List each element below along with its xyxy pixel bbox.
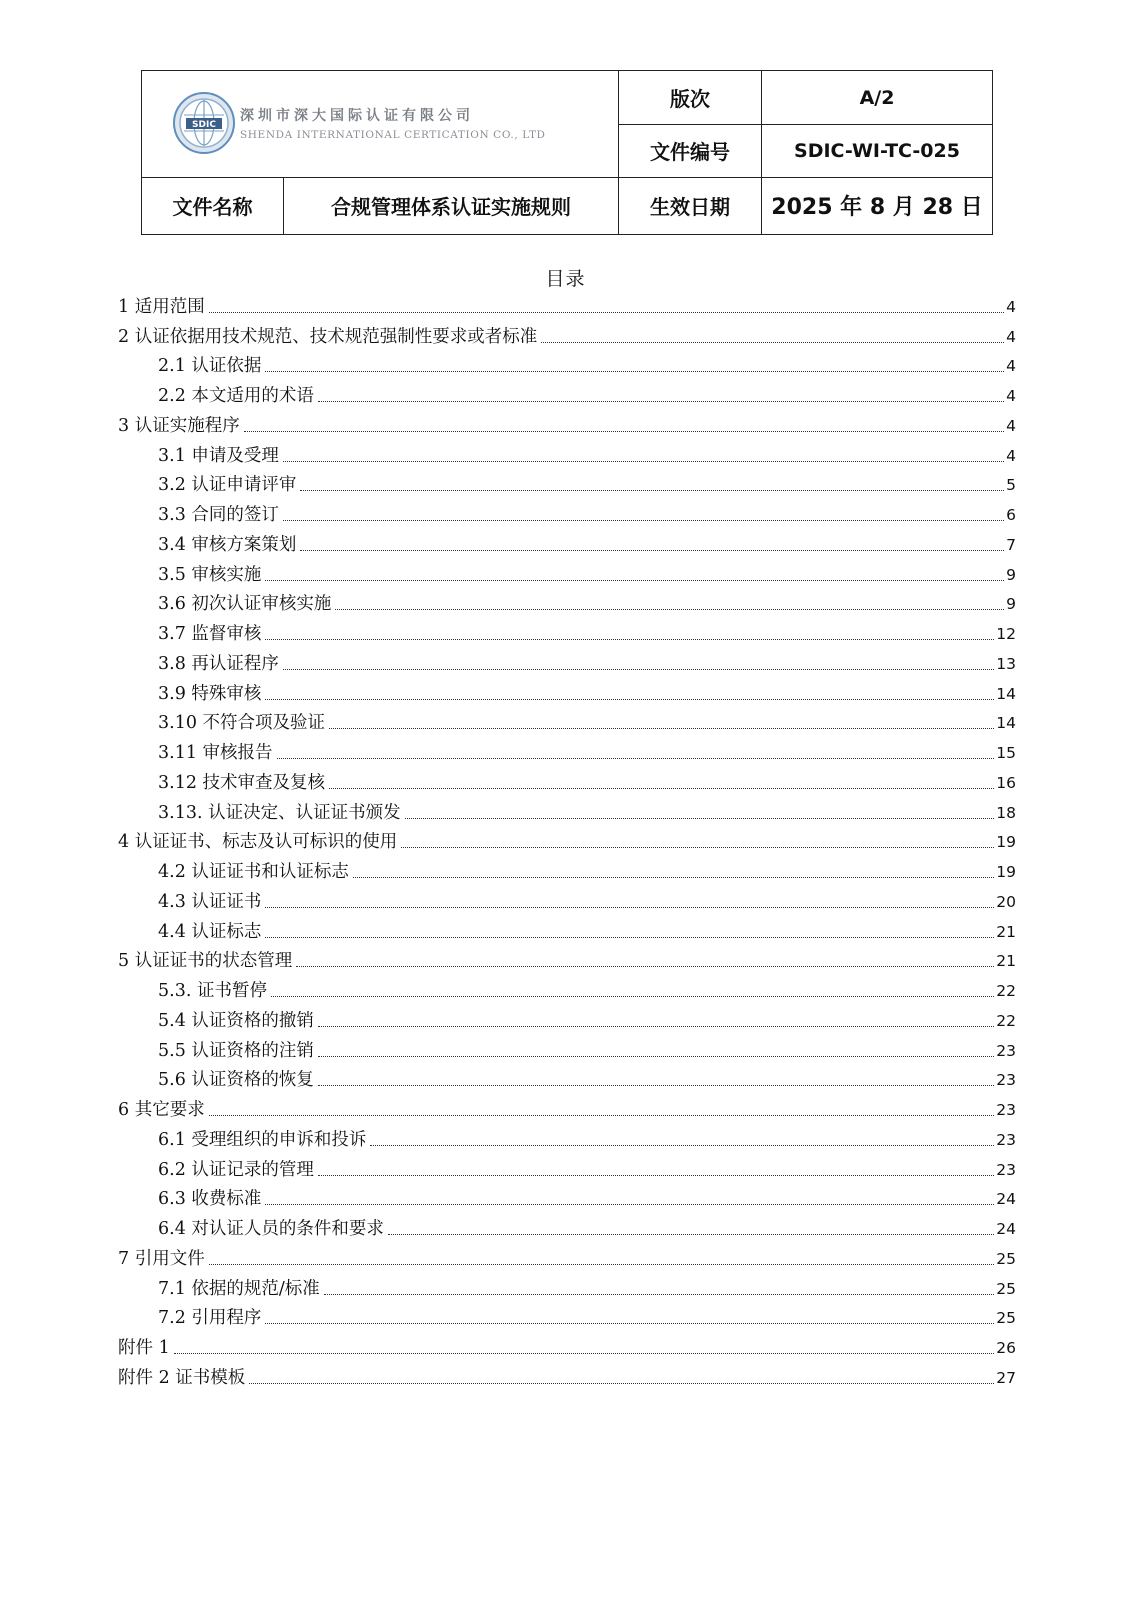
toc-dot-leader <box>265 1204 994 1205</box>
toc-entry-title: 5.5 认证资格的注销 <box>158 1040 314 1061</box>
toc-entry-page: 21 <box>996 952 1016 971</box>
toc-entry[interactable] <box>118 645 1016 675</box>
docno-value: SDIC-WI-TC-025 <box>762 125 993 177</box>
toc-dot-leader <box>300 490 1004 491</box>
toc-entry-page: 22 <box>996 982 1016 1000</box>
toc-entry-page: 7 <box>1006 535 1016 554</box>
toc-dot-leader <box>265 907 994 908</box>
version-label: 版次 <box>619 71 762 125</box>
toc-entry-page: 4 <box>1006 387 1016 405</box>
toc-dot-leader <box>209 312 1004 313</box>
toc-dot-leader <box>318 1026 994 1027</box>
toc-dot-leader <box>244 431 1004 432</box>
toc-entry-title: 3.13. 认证决定、认证证书颁发 <box>158 802 401 823</box>
toc-entry-title: 6.3 收费标准 <box>158 1189 262 1210</box>
toc-entry-page: 25 <box>996 1279 1016 1298</box>
toc-dot-leader <box>300 550 1004 551</box>
toc-entry[interactable] <box>118 1300 1016 1330</box>
toc-entry-title: 1 适用范围 <box>118 296 205 317</box>
toc-entry[interactable] <box>118 496 1016 526</box>
toc-entry-page: 20 <box>996 892 1016 911</box>
toc-dot-leader <box>296 966 994 967</box>
toc-entry[interactable] <box>118 1210 1016 1240</box>
toc-entry[interactable] <box>118 1002 1016 1032</box>
toc-entry-page: 14 <box>996 684 1016 703</box>
docname-label: 文件名称 <box>142 177 284 234</box>
toc-entry-page: 9 <box>1006 595 1016 614</box>
toc-entry-page: 9 <box>1006 565 1016 584</box>
toc-entry[interactable] <box>118 1240 1016 1270</box>
toc-entry-page: 23 <box>996 1130 1016 1149</box>
toc-entry-page: 22 <box>996 1011 1016 1030</box>
toc-entry-title: 7 引用文件 <box>118 1248 205 1269</box>
toc-dot-leader <box>329 788 994 789</box>
toc-dot-leader <box>249 1383 994 1384</box>
toc-entry-title: 3.6 初次认证审核实施 <box>158 594 332 615</box>
toc-entry[interactable] <box>118 318 1016 348</box>
toc-dot-leader <box>265 371 1004 372</box>
toc-entry-title: 2.1 认证依据 <box>158 356 262 377</box>
toc-dot-leader <box>265 937 994 938</box>
toc-entry[interactable] <box>118 764 1016 794</box>
toc-entry-title: 3.2 认证申请评审 <box>158 475 297 496</box>
toc-entry-page: 13 <box>996 654 1016 673</box>
toc-entry[interactable] <box>118 972 1016 1002</box>
toc-dot-leader <box>265 580 1004 581</box>
toc-entry-title: 2.2 本文适用的术语 <box>158 386 314 406</box>
toc-entry-page: 23 <box>996 1101 1016 1119</box>
toc-entry-page: 15 <box>996 744 1016 762</box>
toc-entry-page: 23 <box>996 1160 1016 1179</box>
toc-title: 目录 <box>545 268 586 290</box>
toc-entry-title: 5.3. 证书暂停 <box>158 981 267 1001</box>
toc-dot-leader <box>277 758 995 759</box>
toc-entry[interactable] <box>118 883 1016 913</box>
toc-entry-title: 5 认证证书的状态管理 <box>118 951 293 972</box>
toc-entry-title: 4.2 认证证书和认证标志 <box>158 862 349 882</box>
toc-list <box>118 288 1016 1389</box>
toc-entry[interactable] <box>118 943 1016 973</box>
toc-dot-leader <box>401 847 994 848</box>
toc-entry-title: 3.8 再认证程序 <box>158 653 279 674</box>
toc-entry[interactable] <box>118 377 1016 407</box>
toc-entry-title: 7.1 依据的规范/标准 <box>158 1278 320 1299</box>
toc-entry-title: 3 认证实施程序 <box>118 415 240 436</box>
toc-entry[interactable] <box>118 1181 1016 1211</box>
toc-dot-leader <box>329 728 994 729</box>
toc-dot-leader <box>265 1323 994 1324</box>
toc-entry[interactable] <box>118 824 1016 854</box>
toc-dot-leader <box>318 401 1004 402</box>
toc-dot-leader <box>318 1056 994 1057</box>
toc-entry[interactable] <box>118 1032 1016 1062</box>
toc-entry-page: 4 <box>1006 297 1016 316</box>
toc-entry[interactable] <box>118 348 1016 378</box>
toc-entry-title: 3.1 申请及受理 <box>158 445 279 466</box>
toc-entry-title: 附件 1 <box>118 1338 170 1358</box>
toc-dot-leader <box>353 877 994 878</box>
toc-entry[interactable] <box>118 1091 1016 1121</box>
toc-dot-leader <box>265 699 994 700</box>
toc-entry-page: 25 <box>996 1309 1016 1328</box>
toc-entry-title: 2 认证依据用技术规范、技术规范强制性要求或者标准 <box>118 326 538 347</box>
toc-dot-leader <box>174 1353 995 1354</box>
toc-dot-leader <box>324 1294 994 1295</box>
toc-entry-page: 4 <box>1006 416 1016 435</box>
toc-entry-title: 3.3 合同的签订 <box>158 505 279 525</box>
version-value: A/2 <box>762 71 993 125</box>
toc-entry-page: 27 <box>996 1368 1016 1387</box>
toc-dot-leader <box>335 609 1004 610</box>
toc-entry-title: 5.6 认证资格的恢复 <box>158 1070 314 1091</box>
toc-entry[interactable] <box>118 913 1016 943</box>
toc-dot-leader <box>388 1234 994 1235</box>
toc-entry[interactable] <box>118 1151 1016 1181</box>
toc-entry-title: 6.2 认证记录的管理 <box>158 1159 314 1180</box>
toc-dot-leader <box>283 669 994 670</box>
toc-dot-leader <box>209 1115 995 1116</box>
toc-dot-leader <box>265 639 994 640</box>
company-name-cn: 深圳市深大国际认证有限公司 <box>240 108 474 124</box>
docno-label: 文件编号 <box>619 125 762 177</box>
toc-entry-page: 23 <box>996 1041 1016 1060</box>
toc-entry-page: 6 <box>1006 506 1016 524</box>
logo-monogram: SDIC <box>192 120 216 130</box>
toc-entry[interactable] <box>118 853 1016 883</box>
effective-value: 2025 年 8 月 28 日 <box>762 177 993 234</box>
toc-entry-title: 6.1 受理组织的申诉和投诉 <box>158 1129 367 1150</box>
toc-entry[interactable] <box>118 1329 1016 1359</box>
toc-entry-title: 3.12 技术审查及复核 <box>158 772 326 793</box>
toc-dot-leader <box>405 818 995 819</box>
toc-entry-page: 14 <box>996 714 1016 733</box>
toc-entry[interactable] <box>118 467 1016 497</box>
toc-entry[interactable] <box>118 1359 1016 1389</box>
toc-entry-page: 5 <box>1006 476 1016 495</box>
company-logo <box>172 91 546 155</box>
toc-entry-page: 16 <box>996 773 1016 792</box>
toc-entry-page: 12 <box>996 625 1016 643</box>
toc-entry-title: 3.7 监督审核 <box>158 624 262 644</box>
toc-dot-leader <box>283 461 1004 462</box>
toc-entry[interactable] <box>118 526 1016 556</box>
toc-dot-leader <box>541 342 1004 343</box>
toc-entry[interactable] <box>118 586 1016 616</box>
toc-dot-leader <box>318 1175 994 1176</box>
toc-entry-title: 6 其它要求 <box>118 1100 205 1120</box>
toc-entry-page: 24 <box>996 1220 1016 1238</box>
toc-entry-title: 5.4 认证资格的撤销 <box>158 1010 314 1031</box>
company-name-en: SHENDA INTERNATIONAL CERTICATION CO., LTD <box>240 129 546 141</box>
toc-entry-page: 26 <box>996 1339 1016 1357</box>
toc-entry[interactable] <box>118 437 1016 467</box>
docname-value: 合规管理体系认证实施规则 <box>284 177 619 234</box>
toc-entry-page: 19 <box>996 833 1016 852</box>
toc-entry-page: 4 <box>1006 357 1016 376</box>
toc-dot-leader <box>318 1085 994 1086</box>
toc-entry-page: 4 <box>1006 446 1016 465</box>
toc-entry-title: 3.11 审核报告 <box>158 743 273 763</box>
toc-entry-page: 18 <box>996 803 1016 822</box>
toc-entry[interactable] <box>118 556 1016 586</box>
toc-entry-title: 3.5 审核实施 <box>158 564 262 585</box>
toc-entry-title: 7.2 引用程序 <box>158 1308 262 1329</box>
company-logo-cell <box>142 71 619 178</box>
toc-entry-page: 19 <box>996 863 1016 881</box>
toc-entry-title: 3.10 不符合项及验证 <box>158 713 326 734</box>
toc-entry[interactable] <box>118 1270 1016 1300</box>
toc-dot-leader <box>283 520 1004 521</box>
toc-dot-leader <box>370 1145 994 1146</box>
toc-entry-title: 4.4 认证标志 <box>158 921 262 942</box>
toc-entry-title: 4 认证证书、标志及认可标识的使用 <box>118 832 398 853</box>
toc-entry-page: 25 <box>996 1249 1016 1268</box>
toc-entry[interactable] <box>118 705 1016 735</box>
toc-entry-title: 3.9 特殊审核 <box>158 683 262 704</box>
document-header-table <box>141 70 993 235</box>
toc-entry[interactable] <box>118 794 1016 824</box>
toc-entry[interactable] <box>118 615 1016 645</box>
toc-entry[interactable] <box>118 407 1016 437</box>
toc-entry-title: 3.4 审核方案策划 <box>158 534 297 555</box>
toc-entry[interactable] <box>118 1062 1016 1092</box>
toc-entry-page: 23 <box>996 1071 1016 1090</box>
toc-entry[interactable] <box>118 734 1016 764</box>
toc-entry-page: 4 <box>1006 327 1016 346</box>
toc-entry[interactable] <box>118 675 1016 705</box>
toc-entry-page: 21 <box>996 922 1016 941</box>
toc-entry[interactable] <box>118 1121 1016 1151</box>
toc-entry-title: 6.4 对认证人员的条件和要求 <box>158 1219 384 1239</box>
effective-label: 生效日期 <box>619 177 762 234</box>
toc-dot-leader <box>209 1264 995 1265</box>
globe-seal-icon <box>172 91 236 155</box>
toc-entry-title: 4.3 认证证书 <box>158 891 262 912</box>
toc-entry[interactable] <box>118 288 1016 318</box>
toc-entry-page: 24 <box>996 1190 1016 1209</box>
toc-dot-leader <box>271 996 994 997</box>
toc-entry-title: 附件 2 证书模板 <box>118 1367 246 1388</box>
